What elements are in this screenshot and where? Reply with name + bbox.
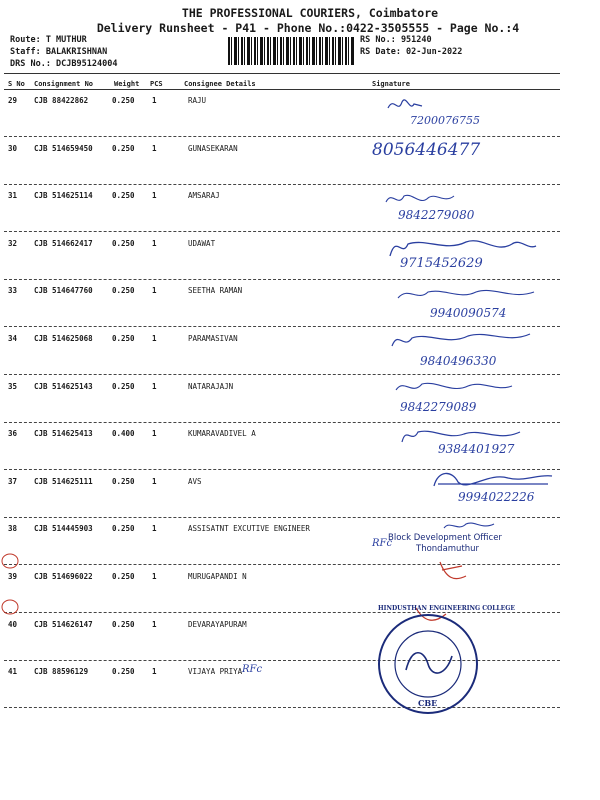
- row-divider: [4, 231, 560, 232]
- cell-weight: 0.250: [112, 143, 135, 153]
- cell-weight: 0.250: [112, 619, 135, 629]
- red-circle-39: [0, 552, 20, 570]
- cell-sno: 31: [8, 191, 18, 201]
- cell-pcs: 1: [152, 667, 157, 677]
- bdo-line-1: Block Development Officer: [388, 533, 502, 543]
- cell-pcs: 1: [152, 96, 157, 105]
- signature-33: [394, 284, 544, 306]
- red-mark-39: [436, 556, 476, 586]
- cell-details: GUNASEKARAN: [188, 143, 238, 153]
- cell-weight: 0.250: [112, 191, 135, 201]
- signature-35-phone: 9842279089: [400, 400, 477, 414]
- cell-weight: 0.250: [112, 238, 135, 248]
- row-divider: [4, 279, 560, 280]
- cell-weight: 0.250: [112, 476, 135, 486]
- cell-weight: 0.250: [112, 286, 135, 296]
- signature-34-phone: 9840496330: [420, 354, 497, 368]
- rfc-mark-41: RFc: [242, 664, 263, 675]
- cell-details: DEVARAYAPURAM: [188, 619, 247, 629]
- signature-31: [384, 190, 484, 210]
- row-divider: [4, 564, 560, 565]
- cell-sno: 30: [8, 143, 18, 153]
- row-divider: [4, 136, 560, 137]
- cell-details: MURUGAPANDI N: [188, 572, 247, 581]
- cell-weight: 0.400: [112, 429, 135, 439]
- cell-consignment: CJB 514625114: [34, 191, 93, 201]
- cell-details: SEETHA RAMAN: [188, 286, 243, 296]
- cell-sno: 38: [8, 524, 18, 534]
- signature-32-phone: 9715452629: [400, 256, 483, 271]
- rs-no-label: RS No.: 951240: [360, 35, 432, 45]
- cell-sno: 40: [8, 619, 18, 629]
- signature-31-phone: 9842279080: [398, 208, 475, 222]
- cell-consignment: CJB 514625068: [34, 334, 93, 343]
- col-consignment: Consignment No: [34, 80, 94, 88]
- cell-pcs: 1: [152, 476, 157, 486]
- bdo-stamp: [388, 533, 502, 555]
- cell-consignment: CJB 514659450: [34, 143, 93, 153]
- cell-sno: 41: [8, 667, 18, 677]
- cell-pcs: 1: [152, 191, 157, 201]
- header-rule-bottom: [4, 89, 560, 90]
- cell-details: VIJAYA PRIYA: [188, 667, 243, 677]
- cell-weight: 0.250: [112, 667, 135, 677]
- signature-36-phone: 9384401927: [438, 442, 515, 456]
- cell-consignment: CJB 514662417: [34, 238, 93, 248]
- cell-consignment: CJB 514625111: [34, 476, 93, 486]
- cell-weight: 0.250: [112, 381, 135, 391]
- signature-30: 8056446477: [372, 140, 481, 160]
- cell-sno: 39: [8, 572, 18, 581]
- col-weight: Weight: [114, 80, 140, 88]
- cell-consignment: CJB 514625413: [34, 429, 93, 439]
- cell-consignment: CJB 88596129: [34, 667, 89, 677]
- cell-sno: 32: [8, 238, 18, 248]
- cell-details: RAJU: [188, 96, 207, 105]
- cell-sno: 34: [8, 334, 18, 343]
- cell-pcs: 1: [152, 334, 157, 343]
- route-label: Route: T MUTHUR: [10, 35, 87, 45]
- cell-pcs: 1: [152, 619, 157, 629]
- cell-weight: 0.250: [112, 96, 135, 105]
- cell-consignment: CJB 514625143: [34, 381, 93, 391]
- signature-34: [388, 328, 538, 354]
- signature-33-phone: 9940090574: [430, 306, 507, 320]
- cell-sno: 29: [8, 96, 18, 105]
- cell-pcs: 1: [152, 381, 157, 391]
- cell-consignment: CJB 514647760: [34, 286, 93, 296]
- red-circle-40: [0, 598, 20, 616]
- cell-details: PARAMASIVAN: [188, 334, 238, 343]
- cell-sno: 37: [8, 476, 18, 486]
- cell-details: ASSISATNT EXCUTIVE ENGINEER: [188, 524, 310, 534]
- cell-weight: 0.250: [112, 572, 135, 581]
- signature-38: [440, 518, 500, 534]
- cell-sno: 35: [8, 381, 18, 391]
- cell-weight: 0.250: [112, 524, 135, 534]
- rfc-mark-38: RFc: [372, 538, 393, 549]
- col-signature: Signature: [372, 80, 410, 88]
- cell-pcs: 1: [152, 524, 157, 534]
- cell-weight: 0.250: [112, 334, 135, 343]
- cell-pcs: 1: [152, 429, 157, 439]
- cell-consignment: CJB 514445903: [34, 524, 93, 534]
- document-title: THE PROFESSIONAL COURIERS, Coimbatore: [181, 6, 439, 20]
- seal-text: HINDUSTHAN ENGINEERING COLLEGE: [378, 605, 515, 612]
- cell-consignment: CJB 514696022: [34, 572, 93, 581]
- row-divider: [4, 184, 560, 185]
- cell-details: KUMARAVADIVEL A: [188, 429, 256, 439]
- col-details: Consignee Details: [184, 80, 256, 88]
- cell-pcs: 1: [152, 286, 157, 296]
- signature-29-phone: 7200076755: [410, 114, 480, 127]
- document-subtitle: Delivery Runsheet - P41 - Phone No.:0422-3505555 - Page No.:4: [96, 21, 520, 35]
- cell-sno: 36: [8, 429, 18, 439]
- signature-37-phone: 9994022226: [458, 490, 535, 504]
- staff-label: Staff: BALAKRISHNAN: [10, 47, 108, 57]
- cell-sno: 33: [8, 286, 18, 296]
- header-rule-top: [4, 73, 560, 74]
- cell-details: NATARAJAJN: [188, 381, 234, 391]
- rs-date-label: RS Date: 02-Jun-2022: [360, 47, 463, 57]
- cell-pcs: 1: [152, 572, 157, 581]
- row-divider: [4, 422, 560, 423]
- cell-details: UDAWAT: [188, 238, 216, 248]
- row-divider: [4, 374, 560, 375]
- seal-bottom-text: CBE: [418, 698, 438, 708]
- bdo-line-2: Thondamuthur: [416, 544, 480, 554]
- drs-label: DRS No.: DCJB95124004: [10, 59, 118, 69]
- cell-pcs: 1: [152, 238, 157, 248]
- col-sno: S No: [8, 80, 25, 88]
- cell-details: AMSARAJ: [188, 191, 220, 201]
- col-pcs: PCS: [150, 80, 163, 88]
- cell-details: AVS: [188, 476, 202, 486]
- cell-pcs: 1: [152, 143, 157, 153]
- barcode: [228, 37, 354, 65]
- cell-consignment: CJB 514626147: [34, 619, 93, 629]
- signature-35: [392, 378, 522, 400]
- cell-consignment: CJB 88422862: [34, 96, 89, 105]
